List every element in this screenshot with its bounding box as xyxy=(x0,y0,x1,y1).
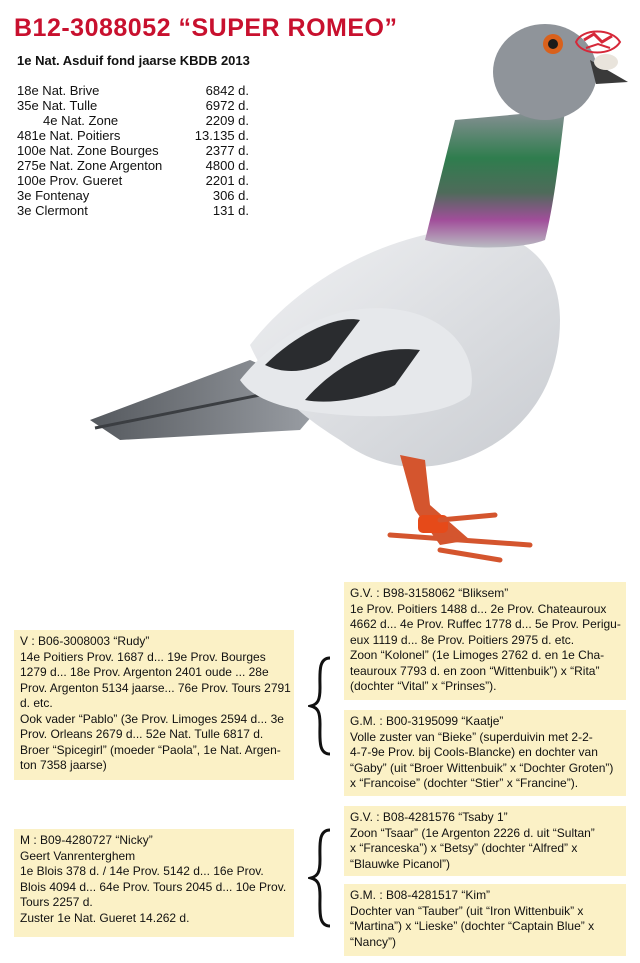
result-value: 2201 d. xyxy=(205,173,249,188)
father-line: Prov. Argenton 5134 jaarse... 76e Prov. Tours 2791 xyxy=(20,680,291,695)
grandmother-father-box xyxy=(344,710,626,796)
subtitle: 1e Nat. Asduif fond jaarse KBDB 2013 xyxy=(17,53,250,68)
mother-line: Tours 2257 d. xyxy=(20,895,93,909)
result-place: 275e Nat. Zone Argenton xyxy=(17,158,163,173)
grandfather-father-box xyxy=(344,582,626,700)
mother-line: M : B09-4280727 “Nicky” xyxy=(20,833,153,847)
gv1-line: Zoon “Kolonel” (1e Limoges 2762 d. en 1e Cha- xyxy=(350,648,605,662)
logo-stamp-icon xyxy=(572,22,624,62)
result-place: 100e Nat. Zone Bourges xyxy=(17,143,159,158)
gm2-line: Dochter van “Tauber” (uit “Iron Wittenbuik” x xyxy=(350,903,584,918)
mother-line: Zuster 1e Nat. Gueret 14.262 d. xyxy=(20,910,190,925)
gm1-line: G.M. : B00-3195099 “Kaatje” xyxy=(350,714,504,728)
mother-line: Blois 4094 d... 64e Prov. Tours 2045 d... 10e Prov. xyxy=(20,879,287,894)
result-place: 100e Prov. Gueret xyxy=(17,173,123,188)
gm2-line: “Nancy”) xyxy=(350,934,397,949)
result-value: 13.135 d. xyxy=(194,128,249,143)
gm2-line: G.M. : B08-4281517 “Kim” xyxy=(350,888,491,902)
result-place: 3e Clermont xyxy=(17,203,88,218)
father-line: Broer “Spicegirl” (moeder “Paola”, 1e Nat. Argen- xyxy=(20,742,281,757)
gv2-line: G.V. : B08-4281576 “Tsaby 1” xyxy=(350,810,508,824)
gm1-line: x “Francoise” (dochter “Stier” x “Francine”). xyxy=(350,776,579,790)
gv1-line: G.V. : B98-3158062 “Bliksem” xyxy=(350,586,509,600)
gm1-line: Volle zuster van “Bieke” (superduivin met 2-2- xyxy=(350,729,593,744)
result-place: 18e Nat. Brive xyxy=(17,83,100,98)
result-place: 3e Fontenay xyxy=(17,188,90,203)
father-line: d. etc. xyxy=(20,696,53,710)
gm2-line: “Martina”) x “Lieske” (dochter “Captain Blue” x xyxy=(350,919,595,933)
mother-box xyxy=(14,829,294,937)
gv1-line: (dochter “Vital” x “Prinses”). xyxy=(350,679,497,693)
page-title: B12-3088052 “SUPER ROMEO” xyxy=(14,14,398,42)
father-box xyxy=(14,630,294,780)
father-line: 1279 d... 18e Prov. Argenton 2401 oude ... 28e xyxy=(20,665,269,679)
result-value: 6972 d. xyxy=(205,98,249,113)
result-place: 35e Nat. Tulle xyxy=(17,98,98,113)
result-value: 306 d. xyxy=(212,188,249,203)
gv1-line: teauroux 7793 d. en zoon “Wittenbuik”) x “Rita” xyxy=(350,663,600,678)
result-place: 481e Nat. Poitiers xyxy=(17,128,121,143)
result-value: 2377 d. xyxy=(205,143,249,158)
father-line: ton 7358 jaarse) xyxy=(20,758,107,772)
gv1-line: 4662 d... 4e Prov. Ruffec 1778 d... 5e Prov. Perigu- xyxy=(350,617,621,631)
pigeon-image xyxy=(60,0,640,570)
result-value: 6842 d. xyxy=(205,83,249,98)
brace-icon xyxy=(308,828,334,928)
result-place: 4e Nat. Zone xyxy=(43,113,119,128)
gv1-line: eux 1119 d... 8e Prov. Poitiers 2975 d. etc. xyxy=(350,632,575,647)
gm1-line: 4-7-9e Prov. bij Cools-Blancke) en dochter van xyxy=(350,745,598,759)
father-line: Ook vader “Pablo” (3e Prov. Limoges 2594 d... 3e xyxy=(20,711,284,726)
father-line: 14e Poitiers Prov. 1687 d... 19e Prov. Bourges xyxy=(20,649,266,664)
gv2-line: “Blauwke Picanol”) xyxy=(350,856,451,871)
father-line: Prov. Orleans 2679 d... 52e Nat. Tulle 6817 d. xyxy=(20,727,264,741)
grandfather-mother-box xyxy=(344,806,626,876)
result-value: 4800 d. xyxy=(205,158,249,173)
father-line: V : B06-3008003 “Rudy” xyxy=(20,634,150,648)
grandmother-mother-box xyxy=(344,884,626,956)
gm1-line: “Gaby” (uit “Broer Wittenbuik” x “Dochter Groten”) xyxy=(350,760,614,775)
brace-icon xyxy=(308,656,334,756)
gv1-line: 1e Prov. Poitiers 1488 d... 2e Prov. Chateauroux xyxy=(350,601,607,616)
gv2-line: Zoon “Tsaar” (1e Argenton 2226 d. uit “Sultan” xyxy=(350,825,595,840)
mother-line: Geert Vanrenterghem xyxy=(20,848,136,863)
result-value: 2209 d. xyxy=(205,113,249,128)
result-value: 131 d. xyxy=(212,203,249,218)
gv2-line: x “Franceska”) x “Betsy” (dochter “Alfred” x xyxy=(350,841,578,855)
mother-line: 1e Blois 378 d. / 14e Prov. 5142 d... 16e Prov. xyxy=(20,864,264,878)
